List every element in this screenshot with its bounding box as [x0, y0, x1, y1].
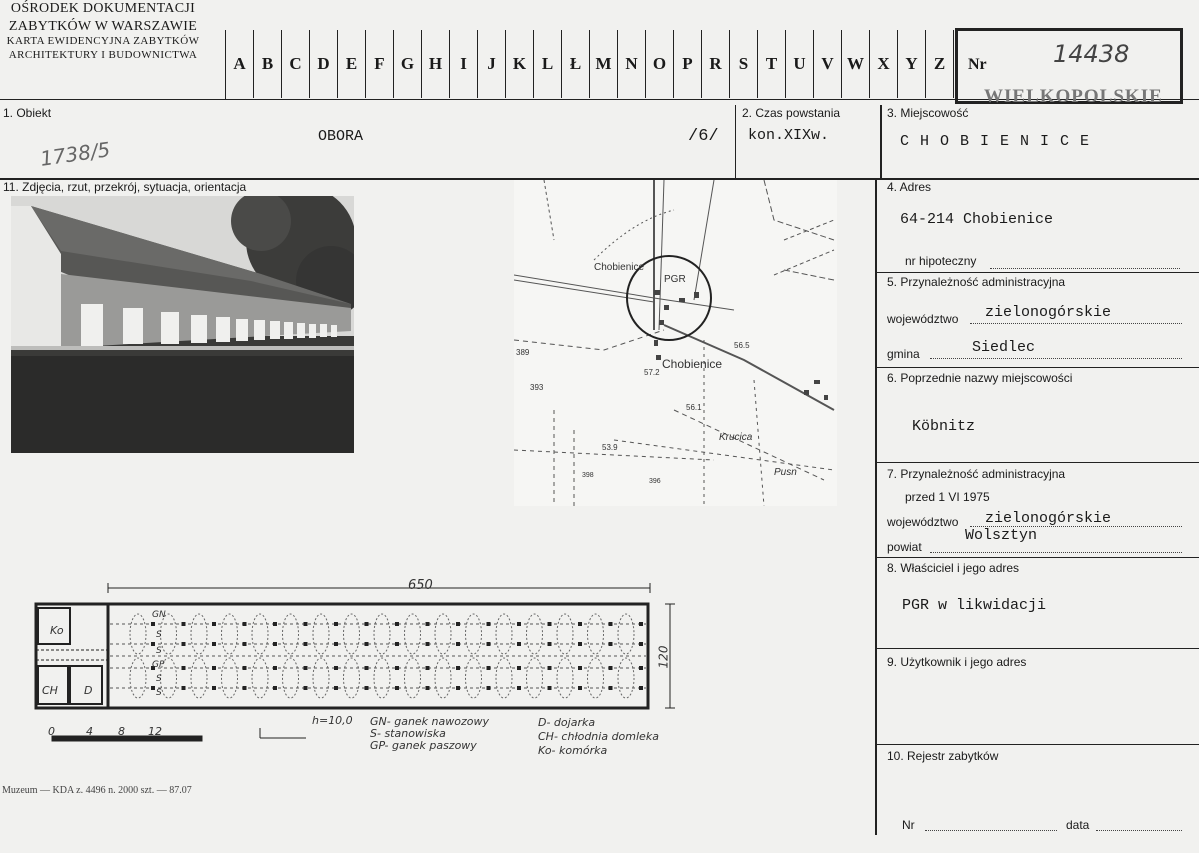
column-post: [334, 642, 338, 646]
district-value: Wolsztyn: [965, 527, 1038, 544]
section-7-sublabel: przed 1 VI 1975: [905, 490, 990, 504]
stall-outline: [283, 658, 299, 698]
plan-legend-left: [370, 716, 489, 752]
column-post: [334, 686, 338, 690]
column-post: [273, 686, 277, 690]
plan-length-dimension: 650: [408, 578, 433, 593]
index-letter-13: Ł: [562, 30, 590, 98]
column-post: [365, 642, 369, 646]
stall-outline: [557, 614, 573, 654]
index-letter-24: X: [870, 30, 898, 98]
plan-stall-mark: S: [156, 674, 162, 684]
index-letter-21: U: [786, 30, 814, 98]
register-nr-label: Nr: [902, 818, 915, 832]
map-label: Pusn: [774, 467, 797, 478]
column-post: [212, 642, 216, 646]
commune-label: gmina: [887, 347, 920, 361]
section-1-label: 1. Obiekt: [3, 106, 52, 120]
column-post: [365, 666, 369, 670]
scale-tick: 12: [148, 725, 162, 738]
index-letter-5: E: [338, 30, 366, 98]
column-post: [304, 622, 308, 626]
stall-outline: [618, 658, 634, 698]
scale-tick: 8: [118, 725, 125, 738]
index-letter-25: Y: [898, 30, 926, 98]
column-post: [517, 686, 521, 690]
column-post: [273, 642, 277, 646]
location-map: [514, 180, 837, 506]
org-line-2: ZABYTKÓW W WARSZAWIE: [8, 18, 198, 34]
plan-room-label: Ko: [50, 624, 64, 637]
column-post: [395, 642, 399, 646]
register-date-label: data: [1066, 818, 1090, 832]
index-letter-8: H: [422, 30, 450, 98]
mortgage-label: nr hipoteczny: [905, 254, 977, 268]
org-line-3: KARTA EWIDENCYJNA ZABYTKÓW: [6, 35, 200, 47]
scale-tick: 0: [48, 725, 55, 738]
stall-outline: [405, 658, 421, 698]
column-post: [548, 666, 552, 670]
org-line-4: ARCHITEKTURY I BUDOWNICTWA: [8, 48, 198, 61]
column-post: [426, 642, 430, 646]
map-label: Krucica: [719, 432, 753, 443]
nr-label: Nr: [968, 56, 987, 73]
print-footer: Muzeum — KDA z. 4496 n. 2000 szt. — 87.07: [2, 785, 192, 796]
former-name: Köbnitz: [912, 418, 976, 435]
column-post: [243, 666, 247, 670]
section-11-label: 11. Zdjęcia, rzut, przekrój, sytuacja, orientacja: [3, 180, 247, 194]
section-6-label: 6. Poprzednie nazwy miejscowości: [887, 371, 1073, 385]
column-post: [395, 622, 399, 626]
object-number: /6/: [688, 127, 719, 146]
column-post: [639, 686, 643, 690]
column-post: [456, 642, 460, 646]
map-label: 56.5: [734, 341, 750, 350]
stall-outline: [557, 658, 573, 698]
plan-room-label: CH: [42, 684, 58, 697]
index-letter-4: D: [310, 30, 338, 98]
column-post: [456, 686, 460, 690]
column-post: [243, 686, 247, 690]
index-letter-1: A: [226, 30, 254, 98]
index-letter-22: V: [814, 30, 842, 98]
index-letter-19: S: [730, 30, 758, 98]
stall-outline: [222, 614, 238, 654]
section-2-label: 2. Czas powstania: [742, 106, 841, 120]
column-post: [395, 666, 399, 670]
stall-outline: [191, 614, 207, 654]
district-label: powiat: [887, 540, 922, 554]
stall-outline: [161, 614, 177, 654]
section-8-label: 8. Właściciel i jego adres: [887, 561, 1020, 575]
legend-entry: CH- chłodnia domleka: [538, 730, 659, 743]
column-post: [517, 642, 521, 646]
commune-value: Siedlec: [972, 339, 1036, 356]
column-post: [578, 642, 582, 646]
locality: C H O B I E N I C E: [900, 133, 1091, 150]
column-post: [578, 666, 582, 670]
legend-entry: GP- ganek paszowy: [370, 739, 477, 752]
nr-value: 14438: [1053, 40, 1130, 68]
stall-outline: [618, 614, 634, 654]
index-letter-7: G: [394, 30, 422, 98]
stall-outline: [466, 658, 482, 698]
construction-date: kon.XIXw.: [748, 127, 830, 144]
index-letter-26: Z: [926, 30, 954, 98]
column-post: [334, 622, 338, 626]
column-post: [578, 686, 582, 690]
plan-stall-mark: S: [156, 630, 162, 640]
index-letter-9: I: [450, 30, 478, 98]
column-post: [182, 666, 186, 670]
legend-entry: GN- ganek nawozowy: [370, 715, 489, 728]
column-post: [487, 622, 491, 626]
stall-outline: [405, 614, 421, 654]
stall-outline: [374, 658, 390, 698]
index-letter-17: P: [674, 30, 702, 98]
section-7-label: 7. Przynależność administracyjna: [887, 467, 1066, 481]
column-post: [151, 642, 155, 646]
column-post: [426, 686, 430, 690]
stall-outline: [435, 658, 451, 698]
stall-outline: [222, 658, 238, 698]
plan-stall-mark: GN: [152, 610, 166, 620]
column-post: [365, 622, 369, 626]
stall-outline: [283, 614, 299, 654]
plan-width-dimension: 120: [656, 645, 671, 669]
object-name: OBORA: [318, 128, 364, 145]
plan-legend-right: [538, 716, 659, 758]
column-post: [639, 622, 643, 626]
stall-outline: [374, 614, 390, 654]
issuer-block: [0, 0, 206, 63]
column-post: [609, 666, 613, 670]
map-label: 53.9: [602, 443, 618, 452]
mortgage-field[interactable]: [990, 268, 1180, 269]
voivodeship-label: województwo: [887, 312, 959, 326]
stall-outline: [252, 614, 268, 654]
legend-entry: Ko- komórka: [538, 744, 608, 757]
column-post: [334, 666, 338, 670]
voivodeship-label-pre1975: województwo: [887, 515, 959, 529]
column-post: [548, 642, 552, 646]
region-stamp: WIELKOPOLSKIE: [984, 86, 1163, 107]
section-3-label: 3. Miejscowość: [887, 106, 969, 120]
stall-outline: [466, 614, 482, 654]
column-post: [609, 642, 613, 646]
index-letter-2: B: [254, 30, 282, 98]
stall-outline: [527, 614, 543, 654]
map-label: 398: [582, 472, 594, 479]
register-nr-field[interactable]: [925, 830, 1057, 831]
column-post: [243, 622, 247, 626]
legend-entry: S- stanowiska: [370, 727, 446, 740]
stall-outline: [313, 658, 329, 698]
address: 64-214 Chobienice: [900, 211, 1054, 228]
stall-outline: [496, 614, 512, 654]
map-label: 56.1: [686, 403, 702, 412]
column-post: [304, 642, 308, 646]
map-label: 57.2: [644, 368, 660, 377]
column-post: [609, 622, 613, 626]
column-post: [304, 686, 308, 690]
column-post: [212, 622, 216, 626]
column-post: [456, 622, 460, 626]
stall-outline: [130, 614, 146, 654]
column-post: [182, 686, 186, 690]
column-post: [395, 686, 399, 690]
column-post: [609, 686, 613, 690]
section-4-label: 4. Adres: [887, 180, 932, 194]
stall-outline: [344, 614, 360, 654]
column-post: [517, 666, 521, 670]
map-label: Chobienice: [662, 357, 723, 371]
voivodeship-value-pre1975: zielonogórskie: [985, 510, 1112, 527]
map-label: 396: [649, 478, 661, 485]
legend-entry: D- dojarka: [538, 716, 596, 729]
column-post: [151, 686, 155, 690]
map-label: PGR: [664, 274, 686, 285]
stall-outline: [252, 658, 268, 698]
map-label: 393: [530, 383, 544, 392]
index-letter-15: N: [618, 30, 646, 98]
map-label: Chobienice: [594, 262, 645, 273]
plan-stall-mark: S: [156, 646, 162, 656]
building-photo: [11, 196, 354, 453]
org-line-1: OŚRODEK DOKUMENTACJI: [10, 1, 196, 16]
index-letter-11: K: [506, 30, 534, 98]
column-post: [304, 666, 308, 670]
column-post: [456, 666, 460, 670]
index-letter-16: O: [646, 30, 674, 98]
column-post: [273, 622, 277, 626]
column-post: [487, 666, 491, 670]
stall-outline: [191, 658, 207, 698]
plan-stall-mark: S: [156, 688, 162, 698]
column-post: [548, 686, 552, 690]
stall-outline: [344, 658, 360, 698]
column-post: [182, 622, 186, 626]
column-post: [212, 666, 216, 670]
stall-outline: [527, 658, 543, 698]
column-post: [639, 666, 643, 670]
stall-outline: [313, 614, 329, 654]
index-letter-20: T: [758, 30, 786, 98]
handwritten-ref: 1738/5: [38, 137, 112, 171]
section-5-label: 5. Przynależność administracyjna: [887, 275, 1066, 289]
stall-outline: [588, 614, 604, 654]
index-letter-12: L: [534, 30, 562, 98]
column-post: [426, 622, 430, 626]
plan-height-note: h=10,0: [312, 714, 353, 727]
column-post: [487, 642, 491, 646]
column-post: [517, 622, 521, 626]
scale-tick: 4: [86, 725, 93, 738]
plan-room-label: D: [84, 684, 93, 697]
stall-outline: [130, 658, 146, 698]
column-post: [487, 686, 491, 690]
column-post: [365, 686, 369, 690]
column-post: [212, 686, 216, 690]
stall-outline: [588, 658, 604, 698]
column-post: [578, 622, 582, 626]
voivodeship-value: zielonogórskie: [985, 304, 1112, 321]
column-post: [639, 642, 643, 646]
column-post: [151, 622, 155, 626]
index-letter-3: C: [282, 30, 310, 98]
index-letter-10: J: [478, 30, 506, 98]
stall-outline: [435, 614, 451, 654]
column-post: [243, 642, 247, 646]
index-letter-14: M: [590, 30, 618, 98]
index-letter-23: W: [842, 30, 870, 98]
column-post: [273, 666, 277, 670]
index-letter-18: R: [702, 30, 730, 98]
section-10-label: 10. Rejestr zabytków: [887, 749, 999, 763]
column-post: [426, 666, 430, 670]
stall-outline: [496, 658, 512, 698]
column-post: [548, 622, 552, 626]
owner: PGR w likwidacji: [902, 597, 1047, 614]
column-post: [182, 642, 186, 646]
map-label: 389: [516, 348, 530, 357]
register-date-field[interactable]: [1096, 830, 1182, 831]
section-9-label: 9. Użytkownik i jego adres: [887, 655, 1027, 669]
index-letter-6: F: [366, 30, 394, 98]
plan-stall-mark: GP: [152, 660, 165, 670]
